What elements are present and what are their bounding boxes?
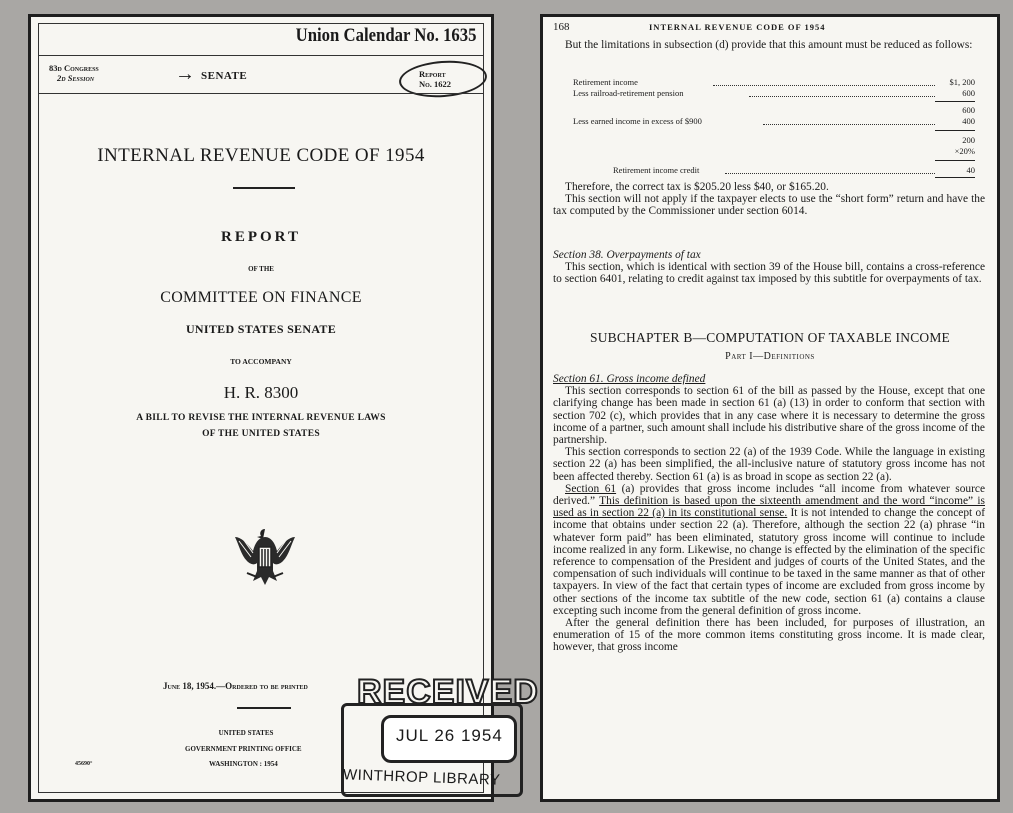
section-61-paragraph-2: This section corresponds to section 22 (a) of the 1939 Code. While the language in existing section 22 (a) has been simplified, the all-inclusive nature of statutory gross income has not been affected thereby. Section 61 (a) is as broad in scope as section 22 (a). (553, 446, 985, 483)
therefore-text: Therefore, the correct tax is $205.20 less $40, or $165.20. (565, 181, 829, 193)
table-value: 600 (962, 105, 975, 115)
printer-line-3: WASHINGTON : 1954 (209, 760, 278, 768)
header-rule-top (39, 55, 483, 56)
section-38 (553, 249, 985, 286)
sum-rule (935, 101, 975, 102)
print-code: 45690° (75, 761, 93, 767)
table-value: 400 (962, 116, 975, 126)
document-title: INTERNAL REVENUE CODE OF 1954 (97, 145, 425, 166)
report-cover-page (28, 14, 539, 802)
underlined-definition: This definition is based upon the sixteenth amendment and the word “income” is used as in section 22 (a) in its constitutional sense. (553, 495, 985, 520)
leader-dots (713, 77, 935, 86)
table-label: Retirement income (573, 77, 638, 87)
report-text-page (540, 14, 1000, 802)
sum-rule (935, 177, 975, 178)
table-value: 200 (962, 135, 975, 145)
leader-dots (763, 116, 935, 125)
computation-paragraphs (553, 181, 985, 218)
arrow-icon: → (175, 63, 195, 85)
table-value: $1, 200 (949, 77, 975, 87)
table-row (573, 88, 975, 100)
header-rule-bottom (39, 93, 483, 94)
report-number-value: No. 1622 (419, 79, 452, 89)
section-38-heading: Section 38. Overpayments of tax (553, 249, 701, 261)
section-38-text: This section, which is identical with section 39 of the House bill, contains a cross-reference to section 6401, relating to credit against tax imposed by this subtitle for overpayments of tax. (553, 261, 985, 286)
intro-paragraph (553, 39, 985, 51)
running-head-title: INTERNAL REVENUE CODE OF 1954 (649, 22, 826, 32)
sum-rule (935, 130, 975, 131)
printer-line-1: UNITED STATES (218, 729, 274, 737)
table-value: ×20% (954, 146, 975, 156)
section-61 (553, 373, 985, 654)
paragraph-3-text-a: (a) provides that gross income includes “all income from whatever source derived.” (553, 482, 986, 508)
table-label: Retirement income credit (613, 165, 700, 175)
underlined-section-ref: Section 61 (565, 482, 617, 495)
union-calendar-number: Union Calendar No. 1635 (296, 25, 477, 46)
bill-description-line-1: A BILL TO REVISE THE INTERNAL REVENUE LAWS (136, 413, 386, 423)
received-stamp (337, 669, 539, 799)
chamber-label: SENATE (201, 70, 248, 82)
leader-dots (725, 165, 935, 174)
to-accompany-line: TO ACCOMPANY (230, 357, 292, 366)
stamp-date-box (381, 715, 517, 763)
bill-description-line-2: OF THE UNITED STATES (202, 429, 320, 439)
table-value: 40 (966, 165, 975, 175)
report-label: Report (419, 69, 446, 79)
congress-line: 83d Congress (49, 63, 99, 73)
of-the-line: OF THE (248, 265, 274, 273)
order-date-text: June 18, 1954.—Ordered to be printed (163, 681, 308, 691)
part-heading: Part I—Definitions (725, 351, 815, 362)
table-row (573, 116, 975, 128)
order-date (163, 681, 308, 691)
stamp-received-text: RECEIVED (357, 673, 539, 711)
committee-name: COMMITTEE ON FINANCE (160, 289, 362, 306)
subchapter-heading: SUBCHAPTER B—COMPUTATION OF TAXABLE INCOME (589, 330, 951, 345)
table-label: Less earned income in excess of $900 (573, 116, 702, 126)
table-label: Less railroad-retirement pension (573, 88, 684, 98)
table-value: 600 (962, 88, 975, 98)
section-61-heading: Section 61. Gross income defined (553, 373, 706, 385)
stamp-date: JUL 26 1954 (396, 726, 503, 745)
bill-number: H. R. 8300 (223, 383, 299, 402)
table-row (573, 146, 975, 158)
sum-rule (935, 160, 975, 161)
section-61-paragraph-1: This section corresponds to section 61 of the bill as passed by the House, except that one clarifying change has been made in section 61 (a) (13) in order to conform that section with section 702 (c), which provides that in any case where it is necessary to determine the gross income of a partner, such amount shall include his distributive share of the gross income of the partnership. (553, 385, 985, 447)
title-divider (233, 187, 295, 189)
stamp-library: WINTHROP LIBRARY (342, 766, 501, 789)
senate-name: UNITED STATES SENATE (185, 322, 337, 336)
section-61-paragraph-3 (553, 483, 985, 617)
congress-session (49, 63, 99, 83)
intro-text: But the limitations in subsection (d) provide that this amount must be reduced as follows: (565, 39, 973, 51)
printer-line-2: GOVERNMENT PRINTING OFFICE (185, 745, 302, 753)
section-61-paragraph-4: After the general definition there has been included, for purposes of illustration, an enumeration of 15 of the more common items constituting gross income. It is made clear, however, that gross income (553, 617, 985, 654)
report-number-text (419, 69, 451, 89)
short-form-text: This section will not apply if the taxpayer elects to use the “short form” return and have the tax computed by the Commissioner under section 6014. (553, 193, 985, 218)
page-number: 168 (553, 21, 570, 33)
table-row (613, 165, 975, 177)
leader-dots (749, 88, 935, 97)
session-line: 2d Session (57, 73, 95, 83)
report-number (399, 61, 487, 97)
paragraph-3-text-b: It is not intended to change the concept of income that obtains under section 22 (a). Therefore, although the section 22 (a) phrase “in whatever form paid” has been eliminated, statutory gross income will continue to include income realized in any form. Likewise, no change is effected by the elimination of the specific reference to compensation of the President and judges of courts of the United States, and the compensation of such individuals will continue to be taxed in the same manner as that of other taxpayers. In view of the fact that certain types of income are excluded from gross income by other sections of the income tax subtitle of the new code, section 61 (a) contains a clause excepting such income from the general definition of gross income. (553, 507, 985, 617)
footer-divider (237, 707, 291, 709)
eagle-seal-icon (233, 523, 297, 593)
report-heading: REPORT (221, 229, 301, 245)
